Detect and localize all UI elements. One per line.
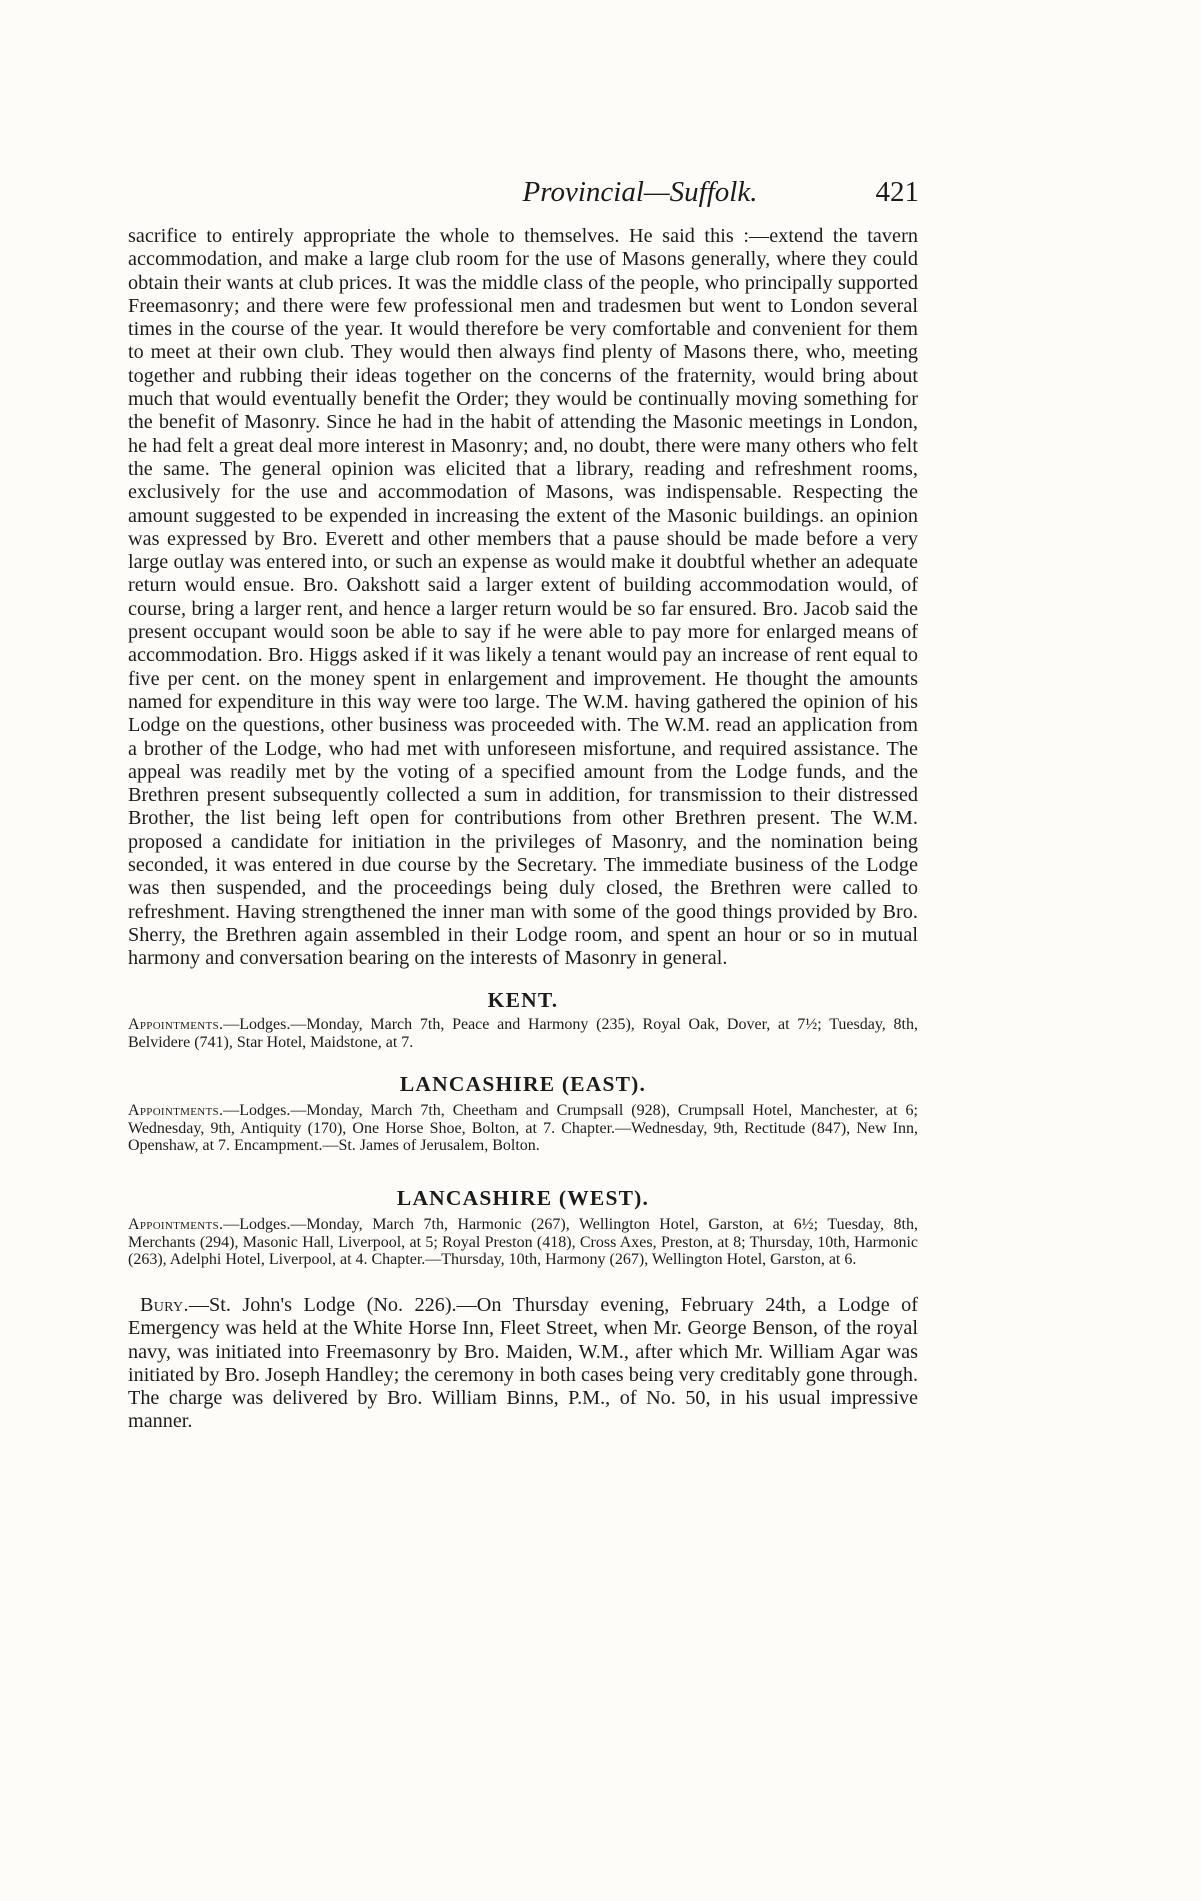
appointments-label: Appointments. <box>128 1102 224 1119</box>
appointments-text: —Lodges.—Monday, March 7th, Harmonic (267), Wellington Hotel, Garston, at 6½; Tuesday, 8th, Merchants (294), Masonic Hall, Liverpool, at 5; Royal Preston (418), Cross Axes, Preston, at 8; Thursday, 10th, Harmonic (263), Adelphi Hotel, Liverpool, at 4. Chapter.—Thursday, 10th, Harmony (267), Wellington Hotel, Garston, at 6. <box>128 1216 918 1269</box>
final-paragraph <box>128 1294 918 1434</box>
running-title: Provincial—Suffolk. <box>522 176 758 208</box>
section-heading: LANCASHIRE (EAST). <box>399 1072 647 1096</box>
bury-paragraph <box>128 1294 918 1434</box>
appointments-label: Appointments. <box>128 1216 224 1233</box>
section-lancashire-east-body <box>128 1102 918 1155</box>
body-text <box>128 225 918 971</box>
section-kent <box>128 988 918 1013</box>
running-head <box>0 176 1201 216</box>
appointments-label: Appointments. <box>128 1016 224 1033</box>
appointments-text: —Lodges.—Monday, March 7th, Peace and Harmony (235), Royal Oak, Dover, at 7½; Tuesday, 8th, Belvidere (741), Star Hotel, Maidstone, at 7. <box>128 1016 918 1051</box>
section-heading: LANCASHIRE (WEST). <box>396 1186 650 1210</box>
bury-label: Bury. <box>140 1294 189 1316</box>
section-lancashire-west-body <box>128 1216 918 1269</box>
section-lancashire-west <box>128 1186 918 1211</box>
section-heading: KENT. <box>487 988 559 1012</box>
section-kent-body <box>128 1016 918 1051</box>
appointments-text: —Lodges.—Monday, March 7th, Cheetham and Crumpsall (928), Crumpsall Hotel, Manchester, at 6; Wednesday, 9th, Antiquity (170), One Horse Shoe, Bolton, at 7. Chapter.—Wednesday, 9th, Rectitude (847), New Inn, Openshaw, at 7. Encampment.—St. James of Jerusalem, Bolton. <box>128 1102 918 1155</box>
page-number: 421 <box>875 176 919 208</box>
section-lancashire-east <box>128 1072 918 1097</box>
section-text <box>128 1016 918 1051</box>
section-text <box>128 1102 918 1155</box>
section-text <box>128 1216 918 1269</box>
body-paragraph: sacrifice to entirely appropriate the whole to themselves. He said this :—extend the tavern accommodation, and make a large club room for the use of Masons generally, where they could obtain their wants at club prices. It was the middle class of the people, who principally supported Freemasonry; and there were few professional men and tradesmen but went to London several times in the course of the year. It would therefore be very comfortable and convenient for them to meet at their own club. They would then always find plenty of Masons there, who, meeting together and rubbing their ideas together on the concerns of the fraternity, would bring about much that would eventually benefit the Order; they would be continually moving something for the benefit of Masonry. Since he had in the habit of attending the Masonic meetings in London, he had felt a great deal more interest in Masonry; and, no doubt, there were many others who felt the same. The general opinion was elicited that a library, reading and refreshment rooms, exclusively for the use and accommodation of Masons, was indispensable. Respecting the amount suggested to be expended in increasing the extent of the Masonic buildings. an opinion was expressed by Bro. Everett and other members that a pause should be made before a very large outlay was entered into, or such an expense as would make it doubtful whether an adequate return would ensue. Bro. Oakshott said a larger extent of building accommodation would, of course, bring a larger rent, and hence a larger return would be so far ensured. Bro. Jacob said the present occupant would soon be able to say if he were able to pay more for enlarged means of accommodation. Bro. Higgs asked if it was likely a tenant would pay an increase of rent equal to five per cent. on the money spent in enlargement and improvement. He thought the amounts named for expenditure in this way were too large. The W.M. having gathered the opinion of his Lodge on the questions, other business was proceeded with. The W.M. read an application from a brother of the Lodge, who had met with unforeseen misfortune, and required assistance. The appeal was readily met by the voting of a specified amount from the Lodge funds, and the Brethren present subsequently collected a sum in addition, for transmission to their distressed Brother, the list being left open for contributions from other Brethren present. The W.M. proposed a candidate for initiation in the privileges of Masonry, and the nomination being seconded, it was entered in due course by the Secretary. The immediate business of the Lodge was then suspended, and the proceedings being duly closed, the Brethren were called to refreshment. Having strengthened the inner man with some of the good things provided by Bro. Sherry, the Brethren again assembled in their Lodge room, and spent an hour or so in mutual harmony and conversation bearing on the interests of Masonry in general. <box>128 225 918 970</box>
bury-text: —St. John's Lodge (No. 226).—On Thursday evening, February 24th, a Lodge of Emergency was held at the White Horse Inn, Fleet Street, when Mr. George Benson, of the royal navy, was initiated into Freemasonry by Bro. Maiden, W.M., after which Mr. William Agar was initiated by Bro. Joseph Handley; the ceremony in both cases being very creditably gone through. The charge was delivered by Bro. William Binns, P.M., of No. 50, in his usual impressive manner. <box>128 1294 918 1433</box>
